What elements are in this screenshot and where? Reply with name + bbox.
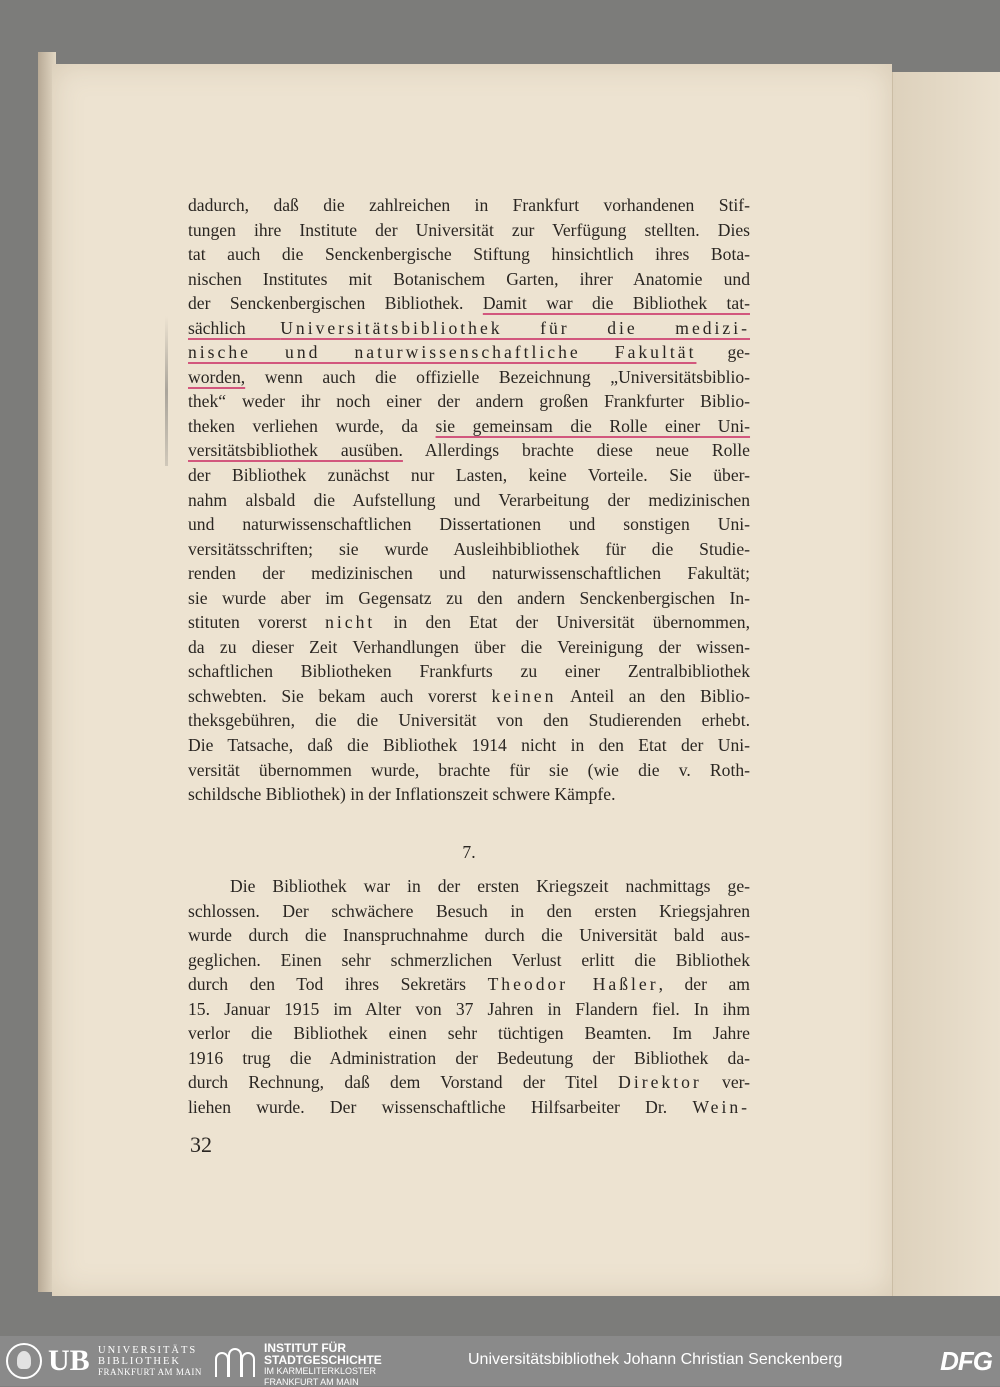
text-line: thek“ weder ihr noch einer der andern großen Frankfurter Biblio-	[188, 389, 750, 414]
text-line: theken verliehen wurde, da sie gemeinsam die Rolle einer Uni-	[188, 414, 750, 439]
text-line	[188, 316, 750, 341]
page-number: 32	[190, 1132, 212, 1158]
text-line: versitätsbibliothek ausüben. Allerdings brachte diese neue Rolle	[188, 438, 750, 463]
margin-pencil-mark	[165, 316, 168, 466]
text-line: der Senckenbergischen Bibliothek. Damit war die Bibliothek tat-	[188, 291, 750, 316]
ub-seal-icon	[6, 1343, 42, 1379]
ub-name-line: BIBLIOTHEK	[98, 1356, 202, 1367]
text-line: durch Rechnung, daß dem Vorstand der Titel Direktor ver-	[188, 1070, 750, 1095]
text-line: nischen Institutes mit Botanischem Garten, ihrer Anatomie und	[188, 267, 750, 292]
institute-arches-icon	[214, 1345, 256, 1377]
footer-bar	[0, 1336, 1000, 1386]
text-line: und naturwissenschaftlichen Dissertationen und sonstigen Uni-	[188, 512, 750, 537]
text-line: 15. Januar 1915 im Alter von 37 Jahren in Flandern fiel. In ihm	[188, 997, 750, 1022]
text-line: tat auch die Senckenbergische Stiftung hinsichtlich ihres Bota-	[188, 242, 750, 267]
text-line: worden, wenn auch die offizielle Bezeichnung „Universitätsbiblio-	[188, 365, 750, 390]
ub-name-line: UNIVERSITÄTS	[98, 1345, 202, 1356]
ub-logo-text: UB	[48, 1344, 90, 1378]
text-line: 1916 trug die Administration der Bedeutung der Bibliothek da-	[188, 1046, 750, 1071]
section-number: 7.	[188, 842, 750, 863]
text-line: durch den Tod ihres Sekretärs Theodor Haßler, der am	[188, 972, 750, 997]
text-line: versitätsschriften; sie wurde Ausleihbibliothek für die Studie-	[188, 537, 750, 562]
text-line: renden der medizinischen und naturwissenschaftlichen Fakultät;	[188, 561, 750, 586]
text-line: dadurch, daß die zahlreichen in Frankfurt vorhandenen Stif-	[188, 193, 750, 218]
text-line: schlossen. Der schwächere Besuch in den ersten Kriegsjahren	[188, 899, 750, 924]
spaced-text: nicht	[325, 612, 375, 632]
text-line: liehen wurde. Der wissenschaftliche Hilfsarbeiter Dr. Wein-	[188, 1095, 750, 1120]
text-line: stituten vorerst nicht in den Etat der Universität übernommen,	[188, 610, 750, 635]
spaced-text: Theodor Haßler	[488, 974, 659, 994]
text-line: nische und naturwissenschaftliche Fakultät ge-	[188, 340, 750, 365]
text-line: da zu dieser Zeit Verhandlungen über die Vereinigung der wissen-	[188, 635, 750, 660]
text-line: verlor die Bibliothek einen sehr tüchtigen Beamten. Im Jahre	[188, 1021, 750, 1046]
footer-title: Universitätsbibliothek Johann Christian Senckenberg	[468, 1351, 842, 1369]
text-line: theksgebühren, die die Universität von den Studierenden erhebt.	[188, 708, 750, 733]
underlined-spaced-text: nische und naturwissenschaftliche Fakultät	[188, 342, 696, 362]
text-line: versität übernommen wurde, brachte für sie (wie die v. Roth-	[188, 758, 750, 783]
underlined-text: worden,	[188, 367, 245, 387]
text-line: wurde durch die Inanspruchnahme durch die Universität bald aus-	[188, 923, 750, 948]
underlined-text: sie gemeinsam die Rolle einer Uni-	[436, 416, 750, 436]
institute-name-line: IM KARMELITERKLOSTER	[264, 1366, 382, 1377]
spaced-text: Direktor	[618, 1072, 702, 1092]
text-line: geglichen. Einen sehr schmerzlichen Verlust erlitt die Bibliothek	[188, 948, 750, 973]
spaced-text: Wein-	[692, 1097, 750, 1117]
text-line: schwebten. Sie bekam auch vorerst keinen Anteil an den Biblio-	[188, 684, 750, 709]
ub-name	[98, 1345, 202, 1378]
underlined-text: versitätsbibliothek ausüben.	[188, 440, 403, 460]
institute-name	[264, 1343, 382, 1387]
institute-name-line: INSTITUT FÜR	[264, 1341, 346, 1355]
section-paragraph	[188, 874, 750, 1119]
underlined-text: sächlich	[188, 318, 280, 338]
dfg-logo: DFG	[940, 1346, 992, 1377]
text-line: schildsche Bibliothek) in der Inflationszeit schwere Kämpfe.	[188, 782, 750, 807]
text-line: Die Tatsache, daß die Bibliothek 1914 nicht in den Etat der Uni-	[188, 733, 750, 758]
main-paragraph	[188, 193, 750, 807]
underlined-spaced-text: Universitätsbibliothek für die medizi-	[280, 318, 750, 338]
text-line: nahm alsbald die Aufstellung und Verarbeitung der medizinischen	[188, 488, 750, 513]
text-line: schaftlichen Bibliotheken Frankfurts zu einer Zentralbibliothek	[188, 659, 750, 684]
next-page-edge	[892, 72, 1000, 1296]
text-line: tungen ihre Institute der Universität zur Verfügung stellten. Dies	[188, 218, 750, 243]
institute-name-line: STADTGESCHICHTE	[264, 1353, 382, 1367]
spaced-text: keinen	[492, 686, 557, 706]
underlined-text: Damit war die Bibliothek tat-	[483, 293, 750, 313]
text-line: Die Bibliothek war in der ersten Kriegszeit nachmittags ge-	[188, 874, 750, 899]
text-line: der Bibliothek zunächst nur Lasten, keine Vorteile. Sie über-	[188, 463, 750, 488]
institute-name-line: FRANKFURT AM MAIN	[264, 1377, 382, 1387]
text-line: sie wurde aber im Gegensatz zu den andern Senckenbergischen In-	[188, 586, 750, 611]
ub-name-line: FRANKFURT AM MAIN	[98, 1367, 202, 1378]
